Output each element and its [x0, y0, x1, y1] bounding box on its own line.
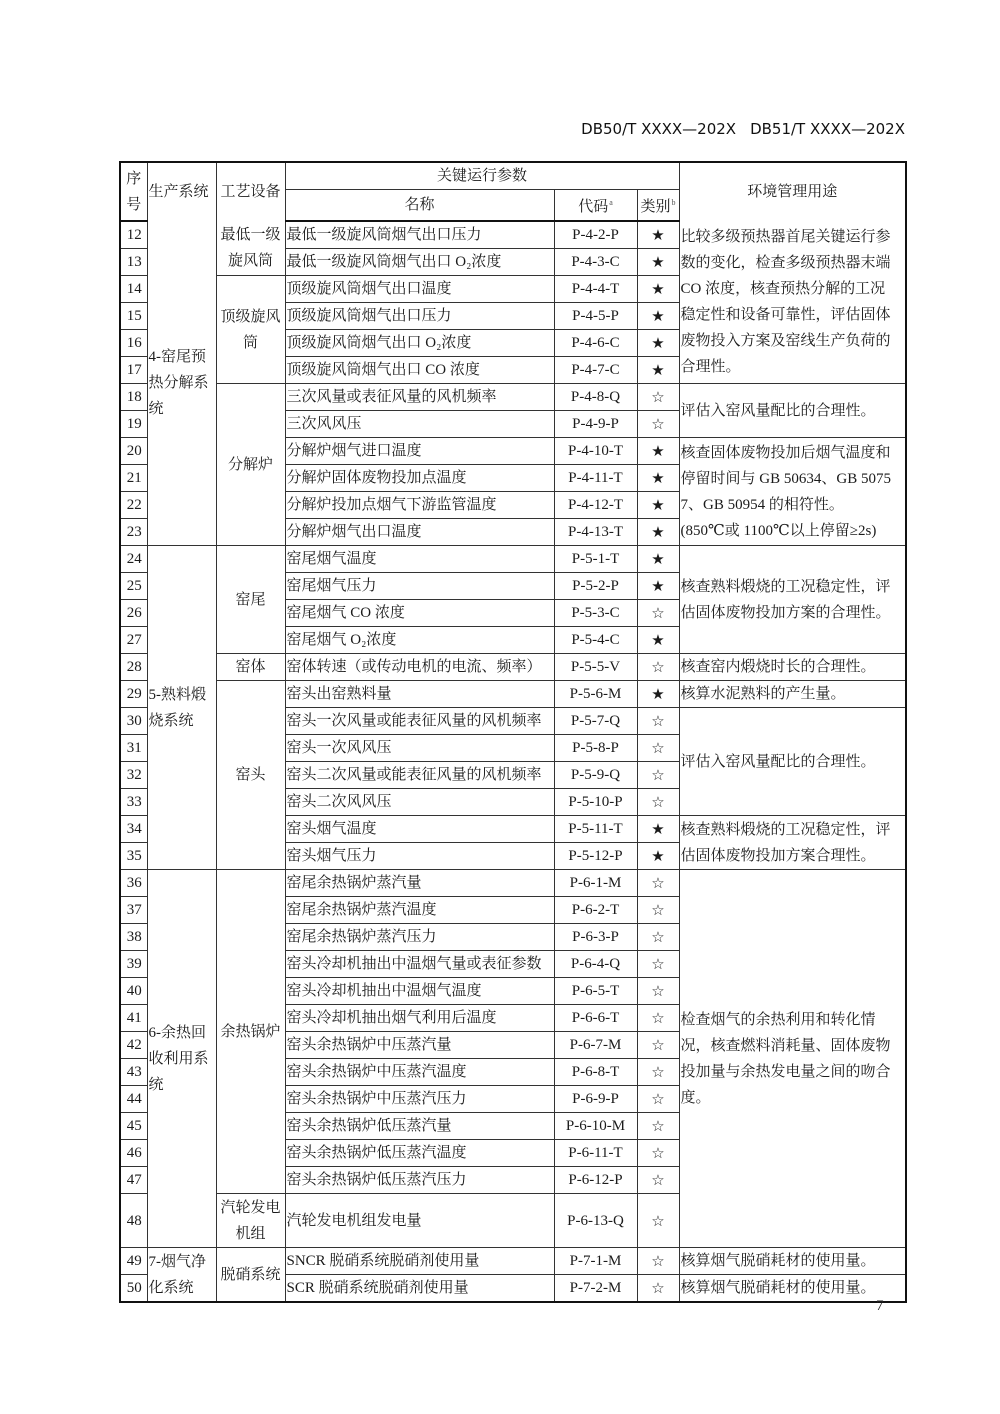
param-code: P-4-2-P	[554, 221, 637, 249]
param-name: 顶级旋风筒烟气出口温度	[285, 276, 554, 303]
system-cell: 4-窑尾预热分解系统	[147, 221, 216, 546]
table-row	[120, 1248, 906, 1275]
category-star: ☆	[637, 1032, 679, 1059]
param-name: 窑头出窑熟料量	[285, 681, 554, 708]
row-number: 50	[120, 1275, 147, 1303]
param-code: P-5-10-P	[554, 789, 637, 816]
param-name: 窑头一次风量或能表征风量的风机频率	[285, 708, 554, 735]
row-number: 31	[120, 735, 147, 762]
usage-cell: 评估入窑风量配比的合理性。	[679, 384, 906, 438]
header-name	[285, 190, 554, 222]
row-number: 23	[120, 519, 147, 546]
param-name: 最低一级旋风筒烟气出口压力	[285, 221, 554, 249]
param-code: P-7-2-M	[554, 1275, 637, 1303]
usage-note: (850℃或 1100℃以上停留≥2s)	[680, 522, 877, 539]
header-seq-label: 序号	[126, 170, 142, 213]
param-code: P-5-5-V	[554, 654, 637, 681]
row-number: 35	[120, 843, 147, 870]
param-name: 窑头冷却机抽出中温烟气量或表征参数	[285, 951, 554, 978]
row-number: 28	[120, 654, 147, 681]
param-name: 窑头二次风风压	[285, 789, 554, 816]
param-code: P-6-9-P	[554, 1086, 637, 1113]
category-star: ☆	[637, 951, 679, 978]
usage-cell: 核查窑内煅烧时长的合理性。	[679, 654, 906, 681]
category-star: ★	[637, 492, 679, 519]
param-name: 窑尾烟气压力	[285, 573, 554, 600]
param-name: 窑尾烟气 CO 浓度	[285, 600, 554, 627]
category-star: ☆	[637, 924, 679, 951]
row-number: 43	[120, 1059, 147, 1086]
row-number: 34	[120, 816, 147, 843]
param-name: SNCR 脱硝系统脱硝剂使用量	[285, 1248, 554, 1275]
category-star: ☆	[637, 1167, 679, 1194]
param-name: 窑头余热锅炉低压蒸汽压力	[285, 1167, 554, 1194]
category-star: ☆	[637, 1005, 679, 1032]
row-number: 33	[120, 789, 147, 816]
header-category-label: 类别	[640, 199, 671, 215]
category-star: ★	[637, 221, 679, 249]
row-number: 45	[120, 1113, 147, 1140]
category-star: ★	[637, 249, 679, 276]
category-star: ★	[637, 681, 679, 708]
row-number: 46	[120, 1140, 147, 1167]
param-code: P-4-4-T	[554, 276, 637, 303]
param-code: P-4-8-Q	[554, 384, 637, 411]
header-key-params-label: 关键运行参数	[437, 168, 528, 184]
category-star: ★	[637, 438, 679, 465]
category-star: ★	[637, 276, 679, 303]
param-name: 顶级旋风筒烟气出口压力	[285, 303, 554, 330]
param-code: P-6-4-Q	[554, 951, 637, 978]
usage-cell: 核查熟料煅烧的工况稳定性，评估固体废物投加方案合理性。	[679, 816, 906, 870]
usage-cell: 评估入窑风量配比的合理性。	[679, 708, 906, 816]
param-code: P-6-2-T	[554, 897, 637, 924]
category-star: ★	[637, 303, 679, 330]
standard-code-db51: DB51/T XXXX—202X	[750, 120, 905, 138]
param-name: 分解炉烟气进口温度	[285, 438, 554, 465]
category-star: ★	[637, 816, 679, 843]
param-code: P-6-5-T	[554, 978, 637, 1005]
usage-cell	[679, 438, 906, 546]
category-star: ★	[637, 573, 679, 600]
param-name: 窑头一次风风压	[285, 735, 554, 762]
param-name: 顶级旋风筒烟气出口 CO 浓度	[285, 357, 554, 384]
param-name: 窑头烟气压力	[285, 843, 554, 870]
param-code: P-6-7-M	[554, 1032, 637, 1059]
param-name: 最低一级旋风筒烟气出口 O₂浓度	[285, 249, 554, 276]
param-name: 窑头余热锅炉中压蒸汽压力	[285, 1086, 554, 1113]
table-row	[120, 546, 906, 573]
param-code: P-6-12-P	[554, 1167, 637, 1194]
header-key-params	[285, 162, 679, 190]
param-name: 三次风量或表征风量的风机频率	[285, 384, 554, 411]
header-system	[147, 162, 216, 221]
param-name: 分解炉投加点烟气下游监管温度	[285, 492, 554, 519]
category-star: ☆	[637, 870, 679, 897]
usage-cell: 核查熟料煅烧的工况稳定性，评估固体废物投加方案的合理性。	[679, 546, 906, 654]
table-row	[120, 654, 906, 681]
param-code: P-6-6-T	[554, 1005, 637, 1032]
equipment-cell: 最低一级旋风筒	[216, 221, 285, 276]
usage-cell: 比较多级预热器首尾关键运行参数的变化，检查多级预热器末端CO 浓度，核查预热分解的工况稳定性和设备可靠性，评估固体废物投入方案及窑线生产负荷的合理性。	[679, 221, 906, 384]
category-star: ☆	[637, 384, 679, 411]
equipment-cell: 窑头	[216, 681, 285, 870]
row-number: 16	[120, 330, 147, 357]
param-code: P-4-7-C	[554, 357, 637, 384]
category-star: ★	[637, 357, 679, 384]
row-number: 21	[120, 465, 147, 492]
equipment-cell: 脱硝系统	[216, 1248, 285, 1303]
param-code: P-6-1-M	[554, 870, 637, 897]
header-category	[637, 190, 679, 222]
param-code: P-4-10-T	[554, 438, 637, 465]
param-name: 窑尾余热锅炉蒸汽量	[285, 870, 554, 897]
header-equipment	[216, 162, 285, 221]
param-code: P-5-3-C	[554, 600, 637, 627]
category-star: ☆	[637, 1194, 679, 1248]
category-star: ☆	[637, 600, 679, 627]
equipment-cell: 顶级旋风筒	[216, 276, 285, 384]
param-code: P-5-1-T	[554, 546, 637, 573]
param-code: P-4-5-P	[554, 303, 637, 330]
param-name: 窑尾烟气 O₂浓度	[285, 627, 554, 654]
param-code: P-5-7-Q	[554, 708, 637, 735]
usage-text: 核查固体废物投加后烟气温度和停留时间与 GB 50634、GB 50757、GB 50954 的相符性。	[680, 444, 891, 513]
param-name: 分解炉固体废物投加点温度	[285, 465, 554, 492]
param-name: SCR 脱硝系统脱硝剂使用量	[285, 1275, 554, 1303]
category-star: ☆	[637, 897, 679, 924]
row-number: 37	[120, 897, 147, 924]
category-star: ☆	[637, 762, 679, 789]
row-number: 32	[120, 762, 147, 789]
category-star: ★	[637, 546, 679, 573]
param-code: P-6-8-T	[554, 1059, 637, 1086]
param-code: P-5-12-P	[554, 843, 637, 870]
category-star: ☆	[637, 708, 679, 735]
row-number: 18	[120, 384, 147, 411]
category-star: ☆	[637, 1140, 679, 1167]
param-code: P-4-11-T	[554, 465, 637, 492]
row-number: 14	[120, 276, 147, 303]
category-star: ☆	[637, 1059, 679, 1086]
row-number: 29	[120, 681, 147, 708]
category-star: ★	[637, 843, 679, 870]
category-star: ☆	[637, 735, 679, 762]
row-number: 13	[120, 249, 147, 276]
row-number: 36	[120, 870, 147, 897]
row-number: 22	[120, 492, 147, 519]
param-name: 窑头烟气温度	[285, 816, 554, 843]
category-star: ☆	[637, 1086, 679, 1113]
param-code: P-6-10-M	[554, 1113, 637, 1140]
row-number: 17	[120, 357, 147, 384]
equipment-cell: 余热锅炉	[216, 870, 285, 1194]
param-code: P-5-8-P	[554, 735, 637, 762]
equipment-cell: 窑尾	[216, 546, 285, 654]
param-name: 窑尾余热锅炉蒸汽压力	[285, 924, 554, 951]
param-name: 窑头余热锅炉低压蒸汽量	[285, 1113, 554, 1140]
usage-cell: 检查烟气的余热利用和转化情况，核查燃料消耗量、固体废物投加量与余热发电量之间的吻合度。	[679, 870, 906, 1248]
param-code: P-4-6-C	[554, 330, 637, 357]
header-system-label: 生产系统	[148, 184, 209, 200]
row-number: 39	[120, 951, 147, 978]
category-star: ☆	[637, 789, 679, 816]
row-number: 25	[120, 573, 147, 600]
row-number: 24	[120, 546, 147, 573]
header-code	[554, 190, 637, 222]
row-number: 42	[120, 1032, 147, 1059]
param-name: 窑尾烟气温度	[285, 546, 554, 573]
system-cell: 7-烟气净化系统	[147, 1248, 216, 1303]
category-star: ☆	[637, 1275, 679, 1303]
row-number: 12	[120, 221, 147, 249]
category-star: ☆	[637, 1248, 679, 1275]
system-cell: 5-熟料煅烧系统	[147, 546, 216, 870]
param-code: P-5-4-C	[554, 627, 637, 654]
param-name: 窑头余热锅炉中压蒸汽温度	[285, 1059, 554, 1086]
category-star: ★	[637, 627, 679, 654]
usage-cell: 核算烟气脱硝耗材的使用量。	[679, 1275, 906, 1303]
equipment-cell: 窑体	[216, 654, 285, 681]
standard-code-header	[581, 120, 905, 138]
category-star: ☆	[637, 978, 679, 1005]
row-number: 48	[120, 1194, 147, 1248]
param-name: 窑头二次风量或能表征风量的风机频率	[285, 762, 554, 789]
page-number: 7	[876, 1298, 884, 1314]
param-code: P-4-13-T	[554, 519, 637, 546]
param-name: 窑头余热锅炉低压蒸汽温度	[285, 1140, 554, 1167]
system-cell: 6-余热回收利用系统	[147, 870, 216, 1248]
table-header-row	[120, 162, 906, 190]
row-number: 26	[120, 600, 147, 627]
table-row	[120, 870, 906, 897]
usage-cell: 核算烟气脱硝耗材的使用量。	[679, 1248, 906, 1275]
category-star: ★	[637, 465, 679, 492]
param-code: P-4-3-C	[554, 249, 637, 276]
param-name: 三次风风压	[285, 411, 554, 438]
row-number: 47	[120, 1167, 147, 1194]
usage-cell: 核算水泥熟料的产生量。	[679, 681, 906, 708]
param-code: P-4-9-P	[554, 411, 637, 438]
header-code-label: 代码	[578, 199, 609, 215]
footnote-marker-a: a	[609, 198, 613, 207]
row-number: 15	[120, 303, 147, 330]
header-equipment-label: 工艺设备	[220, 184, 281, 200]
param-name: 分解炉烟气出口温度	[285, 519, 554, 546]
footnote-marker-b: b	[671, 198, 676, 207]
param-code: P-6-11-T	[554, 1140, 637, 1167]
param-code: P-5-2-P	[554, 573, 637, 600]
header-name-label: 名称	[404, 197, 435, 213]
row-number: 20	[120, 438, 147, 465]
table-row	[120, 681, 906, 708]
row-number: 41	[120, 1005, 147, 1032]
param-name: 汽轮发电机组发电量	[285, 1194, 554, 1248]
key-parameters-table	[119, 161, 907, 1303]
category-star: ★	[637, 330, 679, 357]
param-name: 窑头余热锅炉中压蒸汽量	[285, 1032, 554, 1059]
category-star: ☆	[637, 654, 679, 681]
param-name: 窑尾余热锅炉蒸汽温度	[285, 897, 554, 924]
standard-code-db50: DB50/T XXXX—202X	[581, 120, 737, 138]
param-code: P-4-12-T	[554, 492, 637, 519]
category-star: ☆	[637, 1113, 679, 1140]
row-number: 44	[120, 1086, 147, 1113]
header-usage-label: 环境管理用途	[747, 184, 838, 200]
table-row	[120, 384, 906, 411]
param-code: P-5-9-Q	[554, 762, 637, 789]
header-seq	[120, 162, 147, 221]
table-row	[120, 221, 906, 249]
category-star: ★	[637, 519, 679, 546]
row-number: 30	[120, 708, 147, 735]
param-code: P-5-6-M	[554, 681, 637, 708]
row-number: 49	[120, 1248, 147, 1275]
param-code: P-5-11-T	[554, 816, 637, 843]
param-code: P-7-1-M	[554, 1248, 637, 1275]
row-number: 19	[120, 411, 147, 438]
header-usage	[679, 162, 906, 221]
equipment-cell: 分解炉	[216, 384, 285, 546]
param-name: 窑头冷却机抽出烟气利用后温度	[285, 1005, 554, 1032]
param-code: P-6-3-P	[554, 924, 637, 951]
param-name: 窑体转速（或传动电机的电流、频率）	[285, 654, 554, 681]
row-number: 40	[120, 978, 147, 1005]
param-name: 顶级旋风筒烟气出口 O₂浓度	[285, 330, 554, 357]
row-number: 38	[120, 924, 147, 951]
param-name: 窑头冷却机抽出中温烟气温度	[285, 978, 554, 1005]
category-star: ☆	[637, 411, 679, 438]
row-number: 27	[120, 627, 147, 654]
equipment-cell: 汽轮发电机组	[216, 1194, 285, 1248]
param-code: P-6-13-Q	[554, 1194, 637, 1248]
